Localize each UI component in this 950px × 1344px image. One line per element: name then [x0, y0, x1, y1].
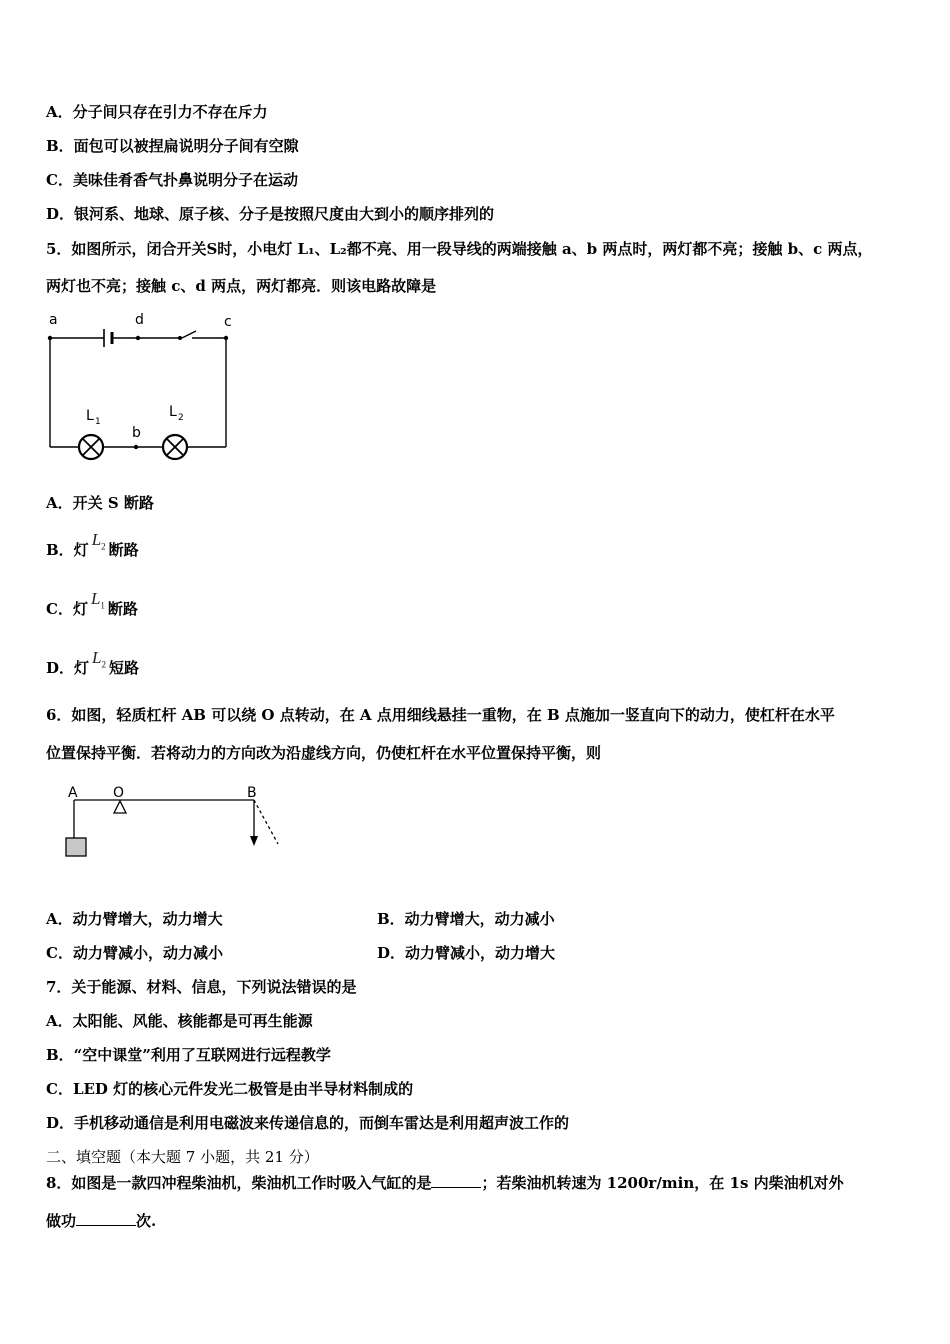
q8-text-part3: 做功 — [46, 1212, 77, 1230]
label-a: a — [49, 312, 58, 328]
q5-stem-line2: 两灯也不亮；接触 c、d 两点，两灯都亮．则该电路故障是 — [46, 277, 437, 295]
q8-text-part2: ；若柴油机转速为 1200r/min，在 1s 内柴油机对外 — [481, 1174, 844, 1192]
q5-option-b — [46, 530, 139, 566]
q5-option-a: A．开关 S 断路 — [46, 494, 154, 512]
q5-option-d-suffix: 短路 — [108, 659, 139, 677]
q6-option-d: D．动力臂减小，动力增大 — [377, 944, 556, 962]
q5-option-b-prefix: B．灯 — [46, 541, 89, 559]
q8-text-part4: 次. — [136, 1212, 157, 1230]
q4-option-b: B．面包可以被捏扁说明分子间有空隙 — [46, 137, 299, 155]
label-d: d — [135, 312, 144, 328]
q4-option-a: A．分子间只存在引力不存在斥力 — [46, 103, 268, 121]
section-2-title: 二、填空题（本大题 7 小题，共 21 分） — [46, 1148, 319, 1166]
q7-option-c: C．LED 灯的核心元件发光二极管是由半导材料制成的 — [46, 1080, 414, 1098]
label-B: B — [247, 785, 257, 801]
q5-stem-line1: 5．如图所示，闭合开关S时，小电灯 L₁、L₂都不亮、用一段导线的两端接触 a、b 两点时，两灯都不亮；接触 b、c 两点， — [46, 240, 873, 258]
q5-option-c-prefix: C．灯 — [46, 600, 88, 618]
q8-line1 — [46, 1173, 844, 1193]
q7-stem: 7．关于能源、材料、信息，下列说法错误的是 — [46, 978, 357, 996]
q5-option-d-prefix: D．灯 — [46, 659, 90, 677]
label-A: A — [68, 785, 78, 801]
fulcrum-icon — [114, 801, 126, 813]
q5-option-c-symbol: $L_1$ — [90, 589, 105, 611]
q8-text-part1: 8．如图是一款四冲程柴油机，柴油机工作时吸入气缸的是 — [46, 1174, 432, 1192]
label-l2-sub: 2 — [178, 413, 184, 423]
force-arrow-icon — [250, 836, 258, 846]
q5-circuit-diagram — [40, 305, 250, 475]
q6-option-b: B．动力臂增大，动力减小 — [377, 910, 555, 928]
q5-option-c-suffix: 断路 — [107, 600, 138, 618]
label-l1: L — [86, 408, 94, 424]
q4-option-d: D．银河系、地球、原子核、分子是按照尺度由大到小的顺序排列的 — [46, 205, 495, 223]
label-l1-sub: 1 — [95, 417, 101, 427]
label-b: b — [132, 425, 141, 441]
q6-stem-line1: 6．如图，轻质杠杆 AB 可以绕 O 点转动，在 A 点用细线悬挂一重物，在 B 点施加一竖直向下的动力，使杠杆在水平 — [46, 706, 835, 724]
q5-option-d-symbol: $L_2$ — [92, 648, 106, 670]
q7-option-a: A．太阳能、风能、核能都是可再生能源 — [46, 1012, 313, 1030]
q4-option-c: C．美味佳肴香气扑鼻说明分子在运动 — [46, 171, 298, 189]
label-c: c — [224, 314, 232, 330]
q8-blank-1[interactable] — [431, 1173, 481, 1188]
label-O: O — [113, 785, 125, 801]
q7-option-b: B．“空中课堂”利用了互联网进行远程教学 — [46, 1046, 331, 1064]
q5-option-d — [46, 648, 139, 684]
q7-option-d: D．手机移动通信是利用电磁波来传递信息的，而倒车雷达是利用超声波工作的 — [46, 1114, 570, 1132]
q6-option-c: C．动力臂减小，动力减小 — [46, 944, 223, 962]
q5-option-c — [46, 589, 138, 625]
q6-option-a: A．动力臂增大，动力增大 — [46, 910, 223, 928]
q6-stem-line2: 位置保持平衡．若将动力的方向改为沿虚线方向，仍使杠杆在水平位置保持平衡，则 — [46, 744, 602, 762]
q6-lever-diagram — [58, 780, 288, 862]
q5-option-b-symbol: $L_2$ — [91, 530, 106, 552]
q5-option-b-suffix: 断路 — [108, 541, 139, 559]
q8-blank-2[interactable] — [76, 1211, 136, 1226]
q8-line2 — [46, 1211, 156, 1231]
label-l2: L — [169, 404, 177, 420]
